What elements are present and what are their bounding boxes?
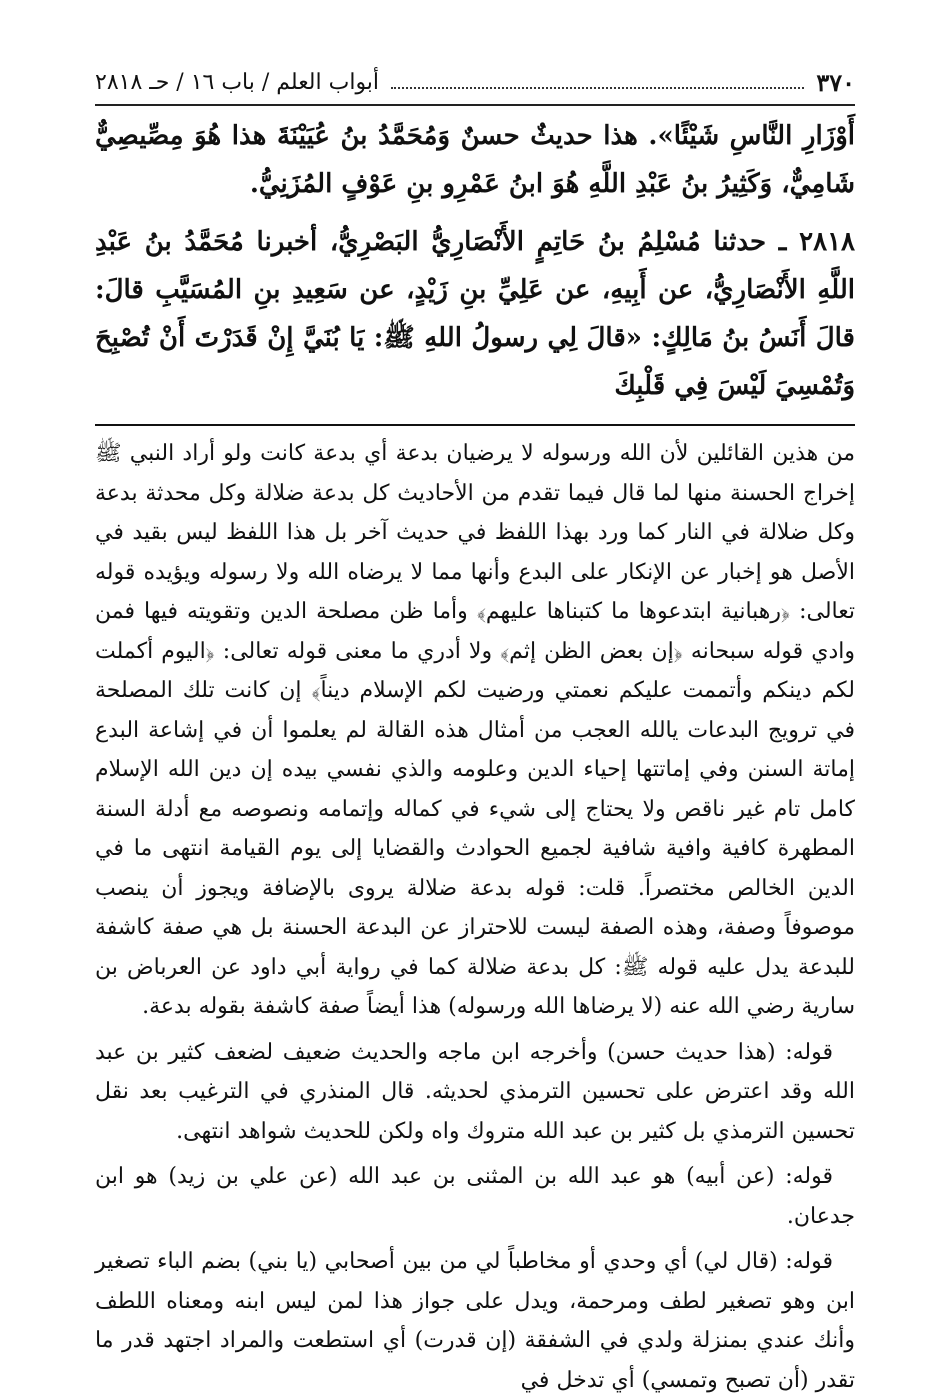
- chapter-reference: أبواب العلم / باب ١٦ / حـ ٢٨١٨: [95, 69, 380, 95]
- commentary-paragraph-4: قوله: (قال لي) أي وحدي أو مخاطباً لي من بين أصحابي (يا بني) بضم الباء تصغير ابن وهو تصغير لطف ومرحمة، ويدل على جواز هذا لمن ليس ابنه ومعناه اللطف وأنك عندي بمنزلة ولدي في الشفقة (إن قدرت) أي استطعت والمراد اجتهد قدر ما تقدر (أن تصبح وتمسي) أي تدخل في: [95, 1249, 855, 1393]
- hadith-text: [95, 112, 855, 410]
- commentary-paragraph-3: قوله: (عن أبيه) هو عبد الله بن المثنى بن عبد الله (عن علي بن زيد) هو ابن جدعان.: [95, 1164, 855, 1229]
- hadith-paragraph-1: أَوْزَارِ النَّاسِ شَيْئًا». هذا حديثٌ حسنٌ وَمُحَمَّدُ بنُ عُيَيْنَةَ هذا هُوَ مِصِّيصِيٌّ شَامِيٌّ، وَكَثِيرُ بنُ عَبْدِ اللَّهِ هُوَ ابنُ عَمْرِو بنِ عَوْفٍ المُزَنِيُّ.: [95, 121, 855, 199]
- commentary-paragraph-1: من هذين القائلين لأن الله ورسوله لا يرضيان بدعة أي بدعة كانت ولو أراد النبي ﷺ إخراج الحسنة منها لما قال فيما تقدم من الأحاديث كل بدعة ضلالة وكل محدثة بدعة وكل ضلالة في النار كما ورد بهذا اللفظ في حديث آخر بل هذا اللفظ ليس بقيد في الأصل هو إخبار عن الإنكار على البدع وأنها مما لا يرضاه الله ولا رسوله ويؤيده قوله تعالى: ﴿رهبانية ابتدعوها ما كتبناها عليهم﴾ وأما ظن مصلحة الدين وتقويته فيها فمن وادي قوله سبحانه ﴿إن بعض الظن إثم﴾ ولا أدري ما معنى قوله تعالى: ﴿اليوم أكملت لكم دينكم وأتممت عليكم نعمتي ورضيت لكم الإسلام ديناً﴾ إن كانت تلك المصلحة في ترويج البدعات يالله العجب من أمثال هذه القالة لم يعلموا أن في إشاعة البدع إماتة السنن وفي إماتتها إحياء الدين وعلومه والذي نفسي بيده إن دين الله الإسلام كامل تام غير ناقص ولا يحتاج إلى شيء في كماله وإتمامه ونصوصه مع أدلة السنة المطهرة كافية وافية شافية لجميع الحوادث والقضايا إلى يوم القيامة انتهى ما في الدين الخالص مختصراً. قلت: قوله بدعة ضلالة يروى بالإضافة ويجوز أن ينصب موصوفاً وصفة، وهذه الصفة ليست للاحتراز عن البدعة الحسنة بل هي صفة كاشفة للبدعة يدل عليه قوله ﷺ: كل بدعة ضلالة كما في رواية أبي داود عن العرباض بن سارية رضي الله عنه (لا يرضاها الله ورسوله) هذا أيضاً صفة كاشفة بقوله بدعة.: [95, 441, 855, 1019]
- commentary-text: [95, 434, 855, 1400]
- section-divider: [95, 424, 855, 426]
- page-number: ٣٧٠: [816, 67, 855, 97]
- hadith-paragraph-2: ٢٨١٨ ـ حدثنا مُسْلِمُ بنُ حَاتِمٍ الأَنْصَارِيُّ البَصْرِيُّ، أخبرنا مُحَمَّدُ بنُ عَبْدِ اللَّهِ الأَنْصَارِيُّ، عن أَبِيهِ، عن عَلِيِّ بنِ زَيْدٍ، عن سَعِيدِ بنِ المُسَيَّبِ قالَ: قالَ أَنَسُ بنُ مَالِكٍ: «قالَ لِي رسولُ اللهِ ﷺ: يَا بُنَيَّ إِنْ قَدَرْتَ أَنْ تُصْبِحَ وَتُمْسِيَ لَيْسَ فِي قَلْبِكَ: [95, 227, 855, 401]
- commentary-paragraph-2: قوله: (هذا حديث حسن) وأخرجه ابن ماجه والحديث ضعيف لضعف كثير بن عبد الله وقد اعترض على تحسين الترمذي لحديثه. قال المنذري في الترغيب بعد نقل تحسين الترمذي بل كثير بن عبد الله متروك واه ولكن للحديث شواهد انتهى.: [95, 1039, 855, 1144]
- running-header: [95, 62, 855, 106]
- leader-dots: [391, 87, 804, 89]
